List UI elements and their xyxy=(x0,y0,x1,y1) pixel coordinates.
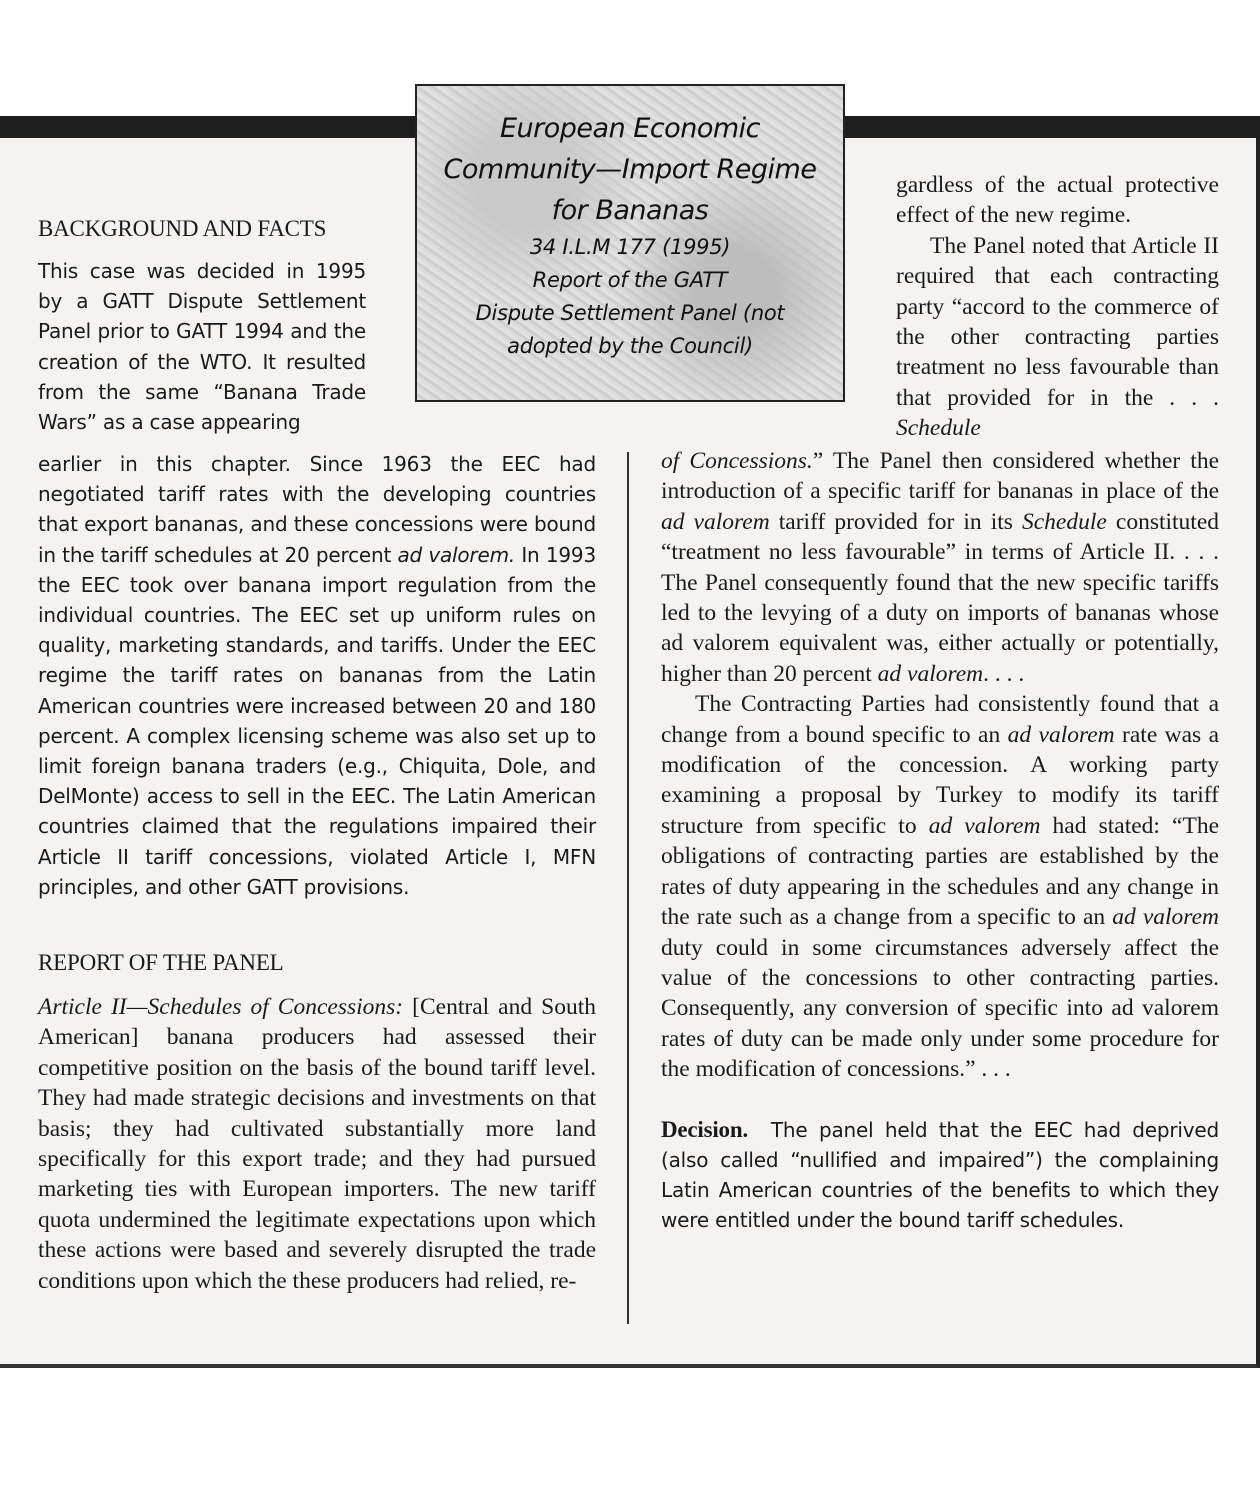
panel-text-continued xyxy=(661,446,1219,689)
text-run: constituted “treatment no less favourable” in terms of Article II. . . . The Panel consequently found that the new specific tariffs led to the levying of a duty on imports of bananas whose ad valorem equivalent was, either actually or potentially, higher than 20 percent xyxy=(661,508,1220,687)
text-run-italic: ad valorem xyxy=(661,508,770,535)
text-run-italic: ad valorem xyxy=(1007,721,1115,748)
background-text-continued xyxy=(38,449,596,902)
panel-text xyxy=(661,689,1219,1084)
case-title-line: European Economic xyxy=(500,113,760,144)
text-run: In 1993 the EEC took over banana import regulation from the individual countries. The EEC set up uniform rules on quality, marketing standards, and tariffs. Under the EEC regime the tariff rates on bananas from the Latin American countries were increased between 20 and 180 percent. A complex licensing scheme was also set up to limit foreign banana traders (e.g., Chiquita, Dole, and DelMonte) access to sell in the EEC. The Latin American countries claimed that the regulations impaired their Article II tariff concessions, violated Article I, MFN principles, and other GATT provisions. xyxy=(38,542,596,899)
left-column-main xyxy=(38,449,596,1296)
text-run: The Panel noted that Article II required that each contracting party “accord to the commerce of the other contracting parties treatment no less favourable than that provided for in the . . . xyxy=(896,232,1219,411)
text-run-italic: ad valorem xyxy=(1112,904,1219,931)
text-run: had stated: “The obligations of contracting parties are established by the rates of duty appearing in the schedules and any change in the rate such as a change from a specific to an xyxy=(661,812,1219,931)
text-run: duty could in some circumstances adversely affect the value of the concessions to other contracting parties. Consequently, any conversion of specific into ad valorem rates of duty can be made only under some procedure for the modification of concessions.” . . . xyxy=(661,934,1219,1083)
right-column-main xyxy=(661,446,1219,1235)
case-source-line: Dispute Settlement Panel (not xyxy=(475,301,785,325)
text-run-italic: ad valorem. xyxy=(397,542,516,567)
text-run: . . . . xyxy=(983,660,1025,687)
decision-paragraph xyxy=(661,1115,1219,1236)
text-run-italic: of Concessions. xyxy=(661,448,813,474)
background-text: This case was decided in 1995 by a GATT Dispute Settlement Panel prior to GATT 1994 and the creation of the WTO. It resulted from the same “Banana Trade Wars” as a case appearing xyxy=(38,259,366,435)
decision-label: Decision. xyxy=(661,1116,748,1142)
text-run: rate was a modification of the concession. A working party examining a proposal by Turkey to modify its tariff structure from specific to xyxy=(661,721,1219,839)
text-run: [Central and South American] banana producers had assessed their competitive position on the basis of the bound tariff level. They had made strategic decisions and investments on that basis; they had cultivated substantially more land specifically for this export trade; and they had pursued marketing ties with European importers. The new tariff quota undermined the legitimate expectations upon which these actions were based and severely disrupted the trade conditions upon which the these producers had relied, re- xyxy=(38,994,596,1294)
text-run: earlier in this chapter. Since 1963 the EEC had negotiated tariff rates with the developing countries that export bananas, and these concessions were bound in the tariff schedules at 20 percent xyxy=(38,452,596,567)
report-subheading: Article II—Schedules of Concessions: xyxy=(38,994,404,1021)
case-title-line: Community—Import Regime xyxy=(443,154,817,185)
decision-text: The panel held that the EEC had deprived (also called “nullified and impaired”) the complaining Latin American countries of the benefits to which they were entitled under the bound tariff schedules. xyxy=(661,1117,1219,1233)
case-title-box xyxy=(415,84,845,402)
left-column-top xyxy=(38,216,366,437)
text-run-italic: ad valorem xyxy=(928,812,1041,839)
text-run-italic: Schedule xyxy=(896,415,981,442)
right-column-top xyxy=(896,170,1219,444)
case-citation: 34 I.L.M 177 (1995) xyxy=(529,235,731,259)
text-run-italic: Schedule xyxy=(1022,508,1107,535)
text-run: ” The Panel then considered whether the introduction of a specific tariff for bananas in place of the xyxy=(661,448,1219,505)
report-heading: REPORT OF THE PANEL xyxy=(38,950,284,976)
text-run: The Contracting Parties had consistently found that a change from a bound specific to an xyxy=(661,691,1219,748)
case-source-line: Report of the GATT xyxy=(532,268,728,292)
panel-text xyxy=(896,231,1219,444)
column-divider xyxy=(627,452,629,1324)
case-source-line: adopted by the Council) xyxy=(507,334,753,358)
report-text xyxy=(38,992,596,1296)
case-title-line: for Bananas xyxy=(551,195,709,226)
background-heading: BACKGROUND AND FACTS xyxy=(38,216,327,241)
text-run-italic: ad valorem xyxy=(877,660,984,687)
text-run: tariff provided for in its xyxy=(769,508,1022,535)
panel-text: gardless of the actual protective effect of the new regime. xyxy=(896,172,1219,229)
